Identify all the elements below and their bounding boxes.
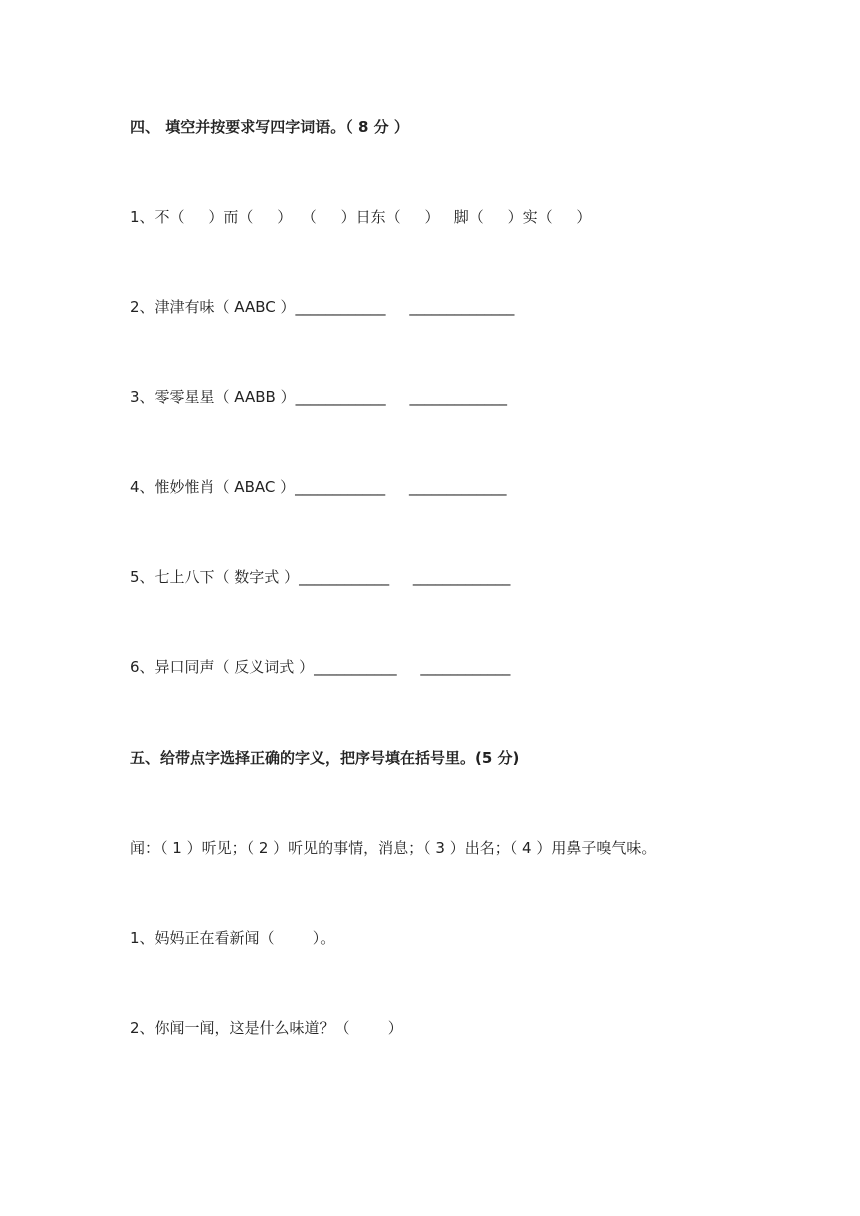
section-5-heading: 五、给带点字选择正确的字义，把序号填在括号里。(5 分)	[130, 749, 520, 767]
section-5-definition: 闻：（ 1 ）听见；（ 2 ）听见的事情，消息；（ 3 ）出名；（ 4 ）用鼻子嗅气味。	[130, 839, 657, 857]
section-4-item-3: 3、零零星星（ AABB ）____________ _____________	[130, 388, 507, 406]
section-4-item-2: 2、津津有味（ AABC ）____________ ______________	[130, 298, 515, 316]
section-5-item-2: 2、你闻一闻，这是什么味道？（ ）	[130, 1019, 403, 1037]
section-4-item-5: 5、七上八下（ 数字式 ）____________ _____________	[130, 568, 511, 586]
section-4-item-6: 6、异口同声（ 反义词式 ）___________ ____________	[130, 658, 511, 676]
section-5-item-1: 1、妈妈正在看新闻（ ）。	[130, 929, 336, 947]
section-4-item-4: 4、惟妙惟肖（ ABAC ）____________ _____________	[130, 478, 507, 496]
section-4-heading: 四、 填空并按要求写四字词语。（ 8 分 ）	[130, 118, 409, 136]
section-4-item-1: 1、不（ ）而（ ） （ ）日东（ ） 脚（ ）实（ ）	[130, 208, 592, 226]
